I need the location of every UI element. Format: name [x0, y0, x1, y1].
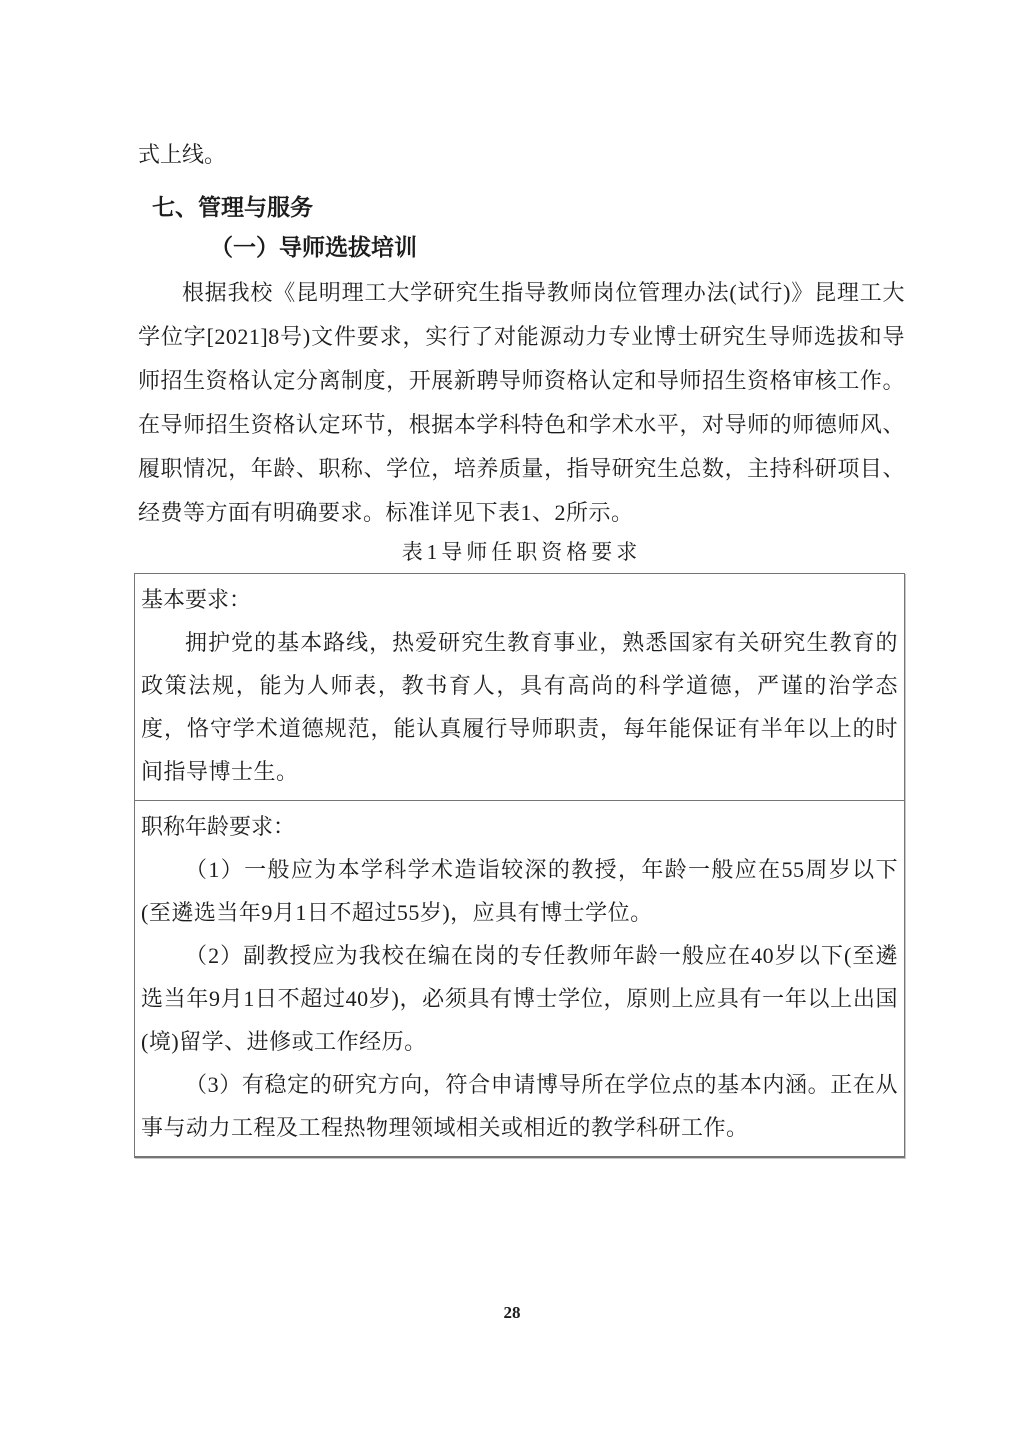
subsection-heading: （一）导师选拔培训: [210, 235, 417, 260]
table-row-heading: 职称年龄要求：: [141, 814, 296, 839]
table-row-paragraph: （3）有稳定的研究方向，符合申请博导所在学位点的基本内涵。正在从事与动力工程及工程热物理领域相关或相近的教学科研工作。: [141, 1072, 898, 1140]
table-row-paragraph: （1）一般应为本学科学术造诣较深的教授，年龄一般应在55周岁以下(至遴选当年9月1日不超过55岁)，应具有博士学位。: [141, 857, 898, 925]
intro-paragraph: 根据我校《昆明理工大学研究生指导教师岗位管理办法(试行)》昆理工大学位字[2021]8号)文件要求，实行了对能源动力专业博士研究生导师选拔和导师招生资格认定分离制度，开展新聘导师资格认定和导师招生资格审核工作。在导师招生资格认定环节，根据本学科特色和学术水平，对导师的师德师风、履职情况，年龄、职称、学位，培养质量，指导研究生总数，主持科研项目、经费等方面有明确要求。标准详见下表1、2所示。: [138, 280, 905, 525]
continuation-text: 式上线。: [138, 142, 227, 167]
document-page-content: [138, 142, 905, 1158]
table-caption: 表1导师任职资格要求: [401, 540, 642, 564]
table-row-title-age-requirements: [135, 800, 904, 1156]
section-heading: 七、管理与服务: [152, 195, 313, 220]
table-row-heading: 基本要求：: [141, 587, 252, 612]
table-row-paragraph: （2）副教授应为我校在编在岗的专任教师年龄一般应在40岁以下(至遴选当年9月1日不超过40岁)，必须具有博士学位，原则上应具有一年以上出国(境)留学、进修或工作经历。: [141, 943, 898, 1054]
table-row-basic-requirements: [135, 574, 904, 800]
mentor-qualification-table: [134, 573, 905, 1158]
table-row-paragraph: 拥护党的基本路线，热爱研究生教育事业，熟悉国家有关研究生教育的政策法规，能为人师表，教书育人，具有高尚的科学道德，严谨的治学态度，恪守学术道德规范，能认真履行导师职责，每年能保证有半年以上的时间指导博士生。: [141, 630, 898, 784]
page-number: 28: [503, 1303, 521, 1322]
